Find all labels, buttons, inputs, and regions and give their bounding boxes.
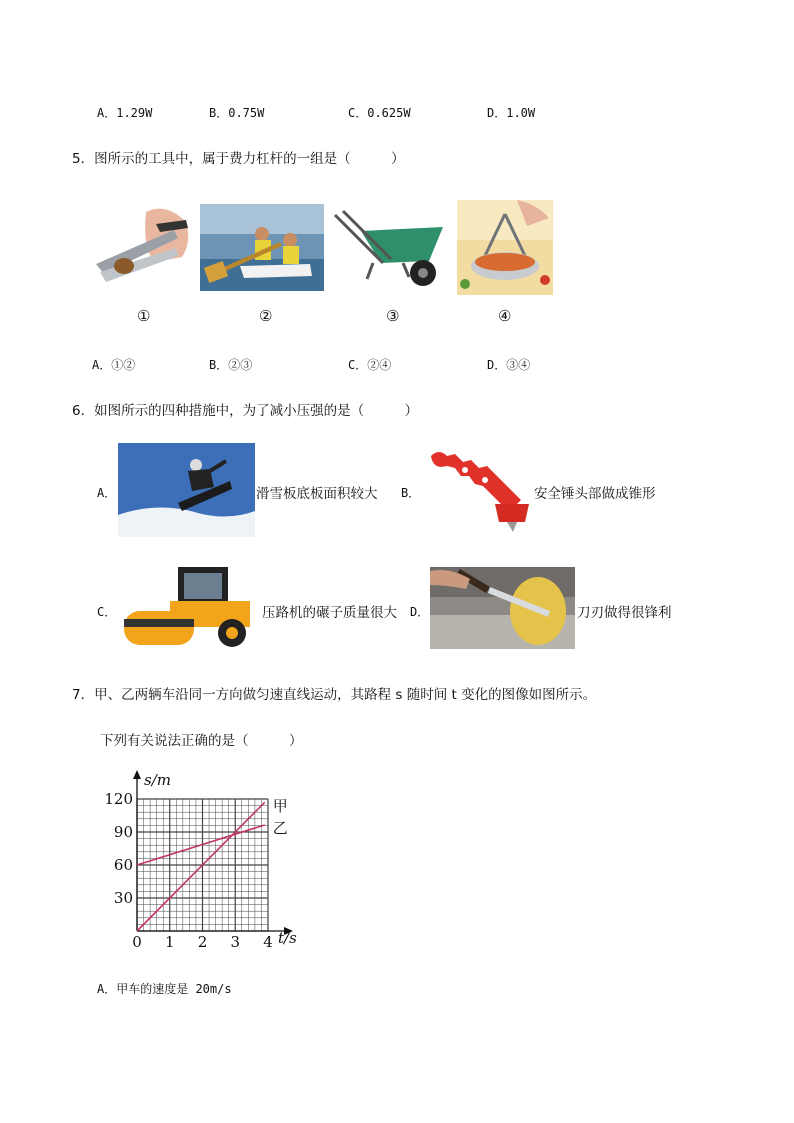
x-tick-label: 1	[164, 933, 175, 951]
wheelbarrow-image	[333, 205, 447, 291]
y-tick-label: 120	[104, 790, 133, 808]
image-label-3: ③	[386, 307, 400, 325]
x-tick-label: 2	[197, 933, 208, 951]
q5-option-a: A．①②	[92, 358, 136, 372]
q6-option-a-caption: 滑雪板底板面积较大	[256, 486, 378, 502]
graph-series	[137, 802, 265, 931]
image-label-2: ②	[259, 307, 273, 325]
q6-question: 6．如图所示的四种措施中，为了减小压强的是（ ）	[72, 403, 419, 419]
q5-option-d: D．③④	[487, 358, 531, 372]
x-tick-label: 3	[230, 933, 241, 951]
q7-option-a: A．甲车的速度是 20m/s	[97, 982, 232, 996]
y-tick-label: 30	[113, 889, 133, 907]
q6-option-c-caption: 压路机的碾子质量很大	[262, 605, 397, 621]
snowboard-image	[118, 443, 255, 537]
q4-option-a: A．1.29W	[97, 106, 153, 120]
q4-option-c: C．0.625W	[348, 106, 411, 120]
safety-hammer-image	[425, 446, 533, 534]
graph-ticks	[104, 790, 272, 951]
q5-question: 5．图所示的工具中，属于费力杠杆的一组是（ ）	[72, 151, 405, 167]
st-graph	[100, 765, 310, 955]
q6-option-b-caption: 安全锤头部做成锥形	[534, 486, 656, 502]
q6-option-d-letter: D．	[410, 605, 430, 619]
y-axis-arrow	[133, 770, 141, 779]
q6-option-a-letter: A．	[97, 486, 117, 500]
series-label: 甲	[272, 797, 288, 815]
x-tick-label: 0	[132, 933, 142, 951]
q6-option-b-letter: B．	[401, 486, 421, 500]
y-tick-label: 60	[113, 856, 133, 874]
rowing-image	[200, 204, 324, 291]
q6-option-d-caption: 刀刃做得很锋利	[577, 605, 672, 621]
nutcracker-image	[86, 202, 192, 292]
image-label-1: ①	[137, 307, 151, 325]
q6-option-c-letter: C．	[97, 605, 117, 619]
y-axis-label: s/m	[144, 771, 171, 789]
image-label-4: ④	[498, 307, 512, 325]
x-tick-label: 4	[263, 933, 273, 951]
road-roller-image	[122, 563, 260, 651]
q5-option-b: B．②③	[209, 358, 253, 372]
series-line	[137, 802, 265, 931]
q5-option-c: C．②④	[348, 358, 392, 372]
q7-question-line2: 下列有关说法正确的是（ ）	[100, 733, 303, 749]
q7-question-line1: 7．甲、乙两辆车沿同一方向做匀速直线运动，其路程 s 随时间 t 变化的图像如图所示。	[72, 687, 597, 703]
pot-lifter-image	[457, 200, 553, 295]
graph-labels	[144, 771, 297, 947]
q4-option-d: D．1.0W	[487, 106, 536, 120]
y-tick-label: 90	[113, 823, 133, 841]
series-label: 乙	[272, 819, 288, 837]
q4-option-b: B．0.75W	[209, 106, 265, 120]
pineapple-knife-image	[430, 567, 575, 649]
x-axis-label: t/s	[278, 929, 297, 947]
